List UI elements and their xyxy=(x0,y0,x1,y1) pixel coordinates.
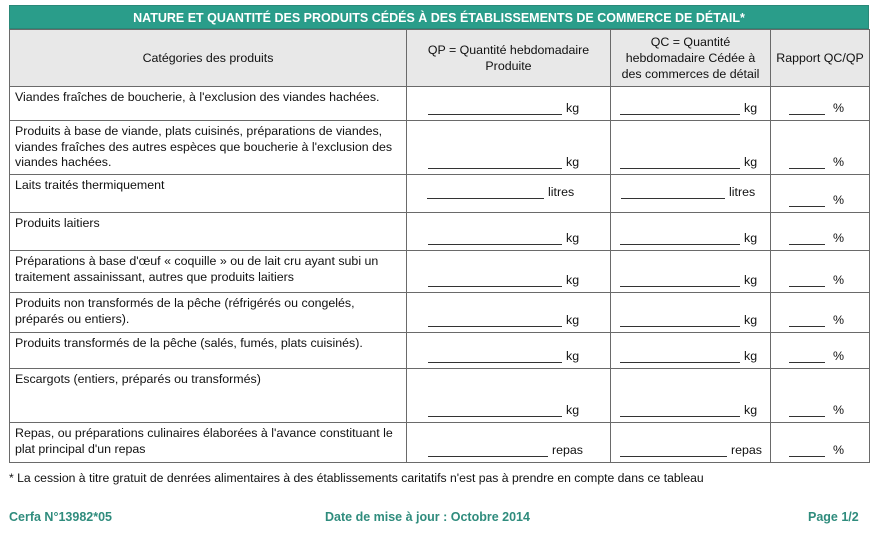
qc-unit: kg xyxy=(744,349,758,363)
qp-unit: kg xyxy=(566,231,580,245)
category-cell: Produits transformés de la pêche (salés, fumés, plats cuisinés). xyxy=(10,333,407,369)
ratio-cell[interactable] xyxy=(771,121,870,175)
category-cell: Laits traités thermiquement xyxy=(10,175,407,213)
qc-unit: kg xyxy=(744,231,758,245)
qc-cell[interactable] xyxy=(611,87,771,121)
qc-cell[interactable] xyxy=(611,333,771,369)
products-table xyxy=(9,29,870,463)
qc-unit: kg xyxy=(744,155,758,169)
table-row xyxy=(10,213,870,251)
qp-input-line[interactable] xyxy=(428,314,562,327)
qp-cell[interactable] xyxy=(407,333,611,369)
qc-cell[interactable] xyxy=(611,213,771,251)
ratio-unit: % xyxy=(833,349,845,363)
qc-cell[interactable] xyxy=(611,175,771,213)
qp-unit: kg xyxy=(566,273,580,287)
header-qc: QC = Quantité hebdomadaire Cédée à des commerces de détail xyxy=(611,30,771,87)
qp-unit: repas xyxy=(552,443,583,457)
table-row xyxy=(10,121,870,175)
ratio-input-line[interactable] xyxy=(789,314,825,327)
table-row xyxy=(10,369,870,423)
ratio-cell[interactable] xyxy=(771,87,870,121)
category-cell: Produits à base de viande, plats cuisinés, préparations de viandes, viandes fraîches des autres espèces que boucherie à l'exclusion des viandes hachées. xyxy=(10,121,407,175)
qp-unit: kg xyxy=(566,403,580,417)
category-cell: Préparations à base d'œuf « coquille » ou de lait cru ayant subi un traitement assainissant, autres que produits laitiers xyxy=(10,251,407,293)
qc-unit: litres xyxy=(729,185,756,199)
ratio-input-line[interactable] xyxy=(789,444,825,457)
qc-input-line[interactable] xyxy=(620,102,740,115)
ratio-input-line[interactable] xyxy=(789,156,825,169)
header-row xyxy=(10,30,870,87)
qc-cell[interactable] xyxy=(611,423,771,463)
qc-input-line[interactable] xyxy=(620,404,740,417)
qp-input-line[interactable] xyxy=(428,274,562,287)
category-cell: Viandes fraîches de boucherie, à l'exclusion des viandes hachées. xyxy=(10,87,407,121)
table-row xyxy=(10,175,870,213)
qc-unit: kg xyxy=(744,273,758,287)
qp-input-line[interactable] xyxy=(428,232,562,245)
qp-unit: litres xyxy=(548,185,575,199)
footnote: * La cession à titre gratuit de denrées alimentaires à des établissements caritatifs n'est pas à prendre en compte dans ce tableau xyxy=(9,471,704,485)
qc-cell[interactable] xyxy=(611,121,771,175)
qc-unit: kg xyxy=(744,101,758,115)
qp-cell[interactable] xyxy=(407,175,611,213)
qc-input-line[interactable] xyxy=(620,444,727,457)
qp-unit: kg xyxy=(566,349,580,363)
ratio-input-line[interactable] xyxy=(789,350,825,363)
ratio-cell[interactable] xyxy=(771,213,870,251)
qc-unit: kg xyxy=(744,313,758,327)
category-cell: Produits non transformés de la pêche (réfrigérés ou congelés, préparés ou entiers). xyxy=(10,293,407,333)
ratio-unit: % xyxy=(833,155,845,169)
ratio-cell[interactable] xyxy=(771,423,870,463)
category-cell: Produits laitiers xyxy=(10,213,407,251)
qp-input-line[interactable] xyxy=(428,102,562,115)
qc-input-line[interactable] xyxy=(620,274,740,287)
qc-input-line[interactable] xyxy=(620,314,740,327)
qp-input-line[interactable] xyxy=(428,444,548,457)
category-cell: Repas, ou préparations culinaires élaborées à l'avance constituant le plat principal d'un repas xyxy=(10,423,407,463)
table-row xyxy=(10,87,870,121)
qp-input-line[interactable] xyxy=(428,156,562,169)
ratio-input-line[interactable] xyxy=(789,274,825,287)
qc-input-line[interactable] xyxy=(621,186,725,199)
ratio-unit: % xyxy=(833,313,845,327)
ratio-cell[interactable] xyxy=(771,293,870,333)
qp-cell[interactable] xyxy=(407,87,611,121)
ratio-unit: % xyxy=(833,443,845,457)
qp-unit: kg xyxy=(566,313,580,327)
qc-input-line[interactable] xyxy=(620,232,740,245)
qp-cell[interactable] xyxy=(407,369,611,423)
ratio-unit: % xyxy=(833,231,845,245)
ratio-input-line[interactable] xyxy=(789,102,825,115)
ratio-unit: % xyxy=(833,101,845,115)
qp-cell[interactable] xyxy=(407,293,611,333)
qc-input-line[interactable] xyxy=(620,350,740,363)
header-category: Catégories des produits xyxy=(10,30,407,87)
update-date: Date de mise à jour : Octobre 2014 xyxy=(325,510,530,524)
qp-cell[interactable] xyxy=(407,121,611,175)
qc-input-line[interactable] xyxy=(620,156,740,169)
qc-unit: repas xyxy=(731,443,762,457)
qp-unit: kg xyxy=(566,101,580,115)
header-ratio: Rapport QC/QP xyxy=(771,30,870,87)
form-number: Cerfa N°13982*05 xyxy=(9,510,112,524)
qp-input-line[interactable] xyxy=(427,186,544,199)
ratio-unit: % xyxy=(833,403,845,417)
qc-unit: kg xyxy=(744,403,758,417)
ratio-input-line[interactable] xyxy=(789,404,825,417)
qp-cell[interactable] xyxy=(407,423,611,463)
table-title: NATURE ET QUANTITÉ DES PRODUITS CÉDÉS À DES ÉTABLISSEMENTS DE COMMERCE DE DÉTAIL* xyxy=(9,5,869,29)
ratio-cell[interactable] xyxy=(771,251,870,293)
qp-cell[interactable] xyxy=(407,251,611,293)
ratio-unit: % xyxy=(833,193,845,207)
qp-input-line[interactable] xyxy=(428,350,562,363)
category-cell: Escargots (entiers, préparés ou transformés) xyxy=(10,369,407,423)
ratio-input-line[interactable] xyxy=(789,194,825,207)
ratio-cell[interactable] xyxy=(771,369,870,423)
page-number: Page 1/2 xyxy=(808,510,859,524)
ratio-cell[interactable] xyxy=(771,175,870,213)
table-row xyxy=(10,333,870,369)
qp-input-line[interactable] xyxy=(428,404,562,417)
qp-unit: kg xyxy=(566,155,580,169)
ratio-input-line[interactable] xyxy=(789,232,825,245)
qc-cell[interactable] xyxy=(611,293,771,333)
qc-cell[interactable] xyxy=(611,369,771,423)
qc-cell[interactable] xyxy=(611,251,771,293)
ratio-unit: % xyxy=(833,273,845,287)
header-qp: QP = Quantité hebdomadaire Produite xyxy=(407,30,611,87)
table-row xyxy=(10,423,870,463)
qp-cell[interactable] xyxy=(407,213,611,251)
ratio-cell[interactable] xyxy=(771,333,870,369)
table-row xyxy=(10,293,870,333)
table-row xyxy=(10,251,870,293)
